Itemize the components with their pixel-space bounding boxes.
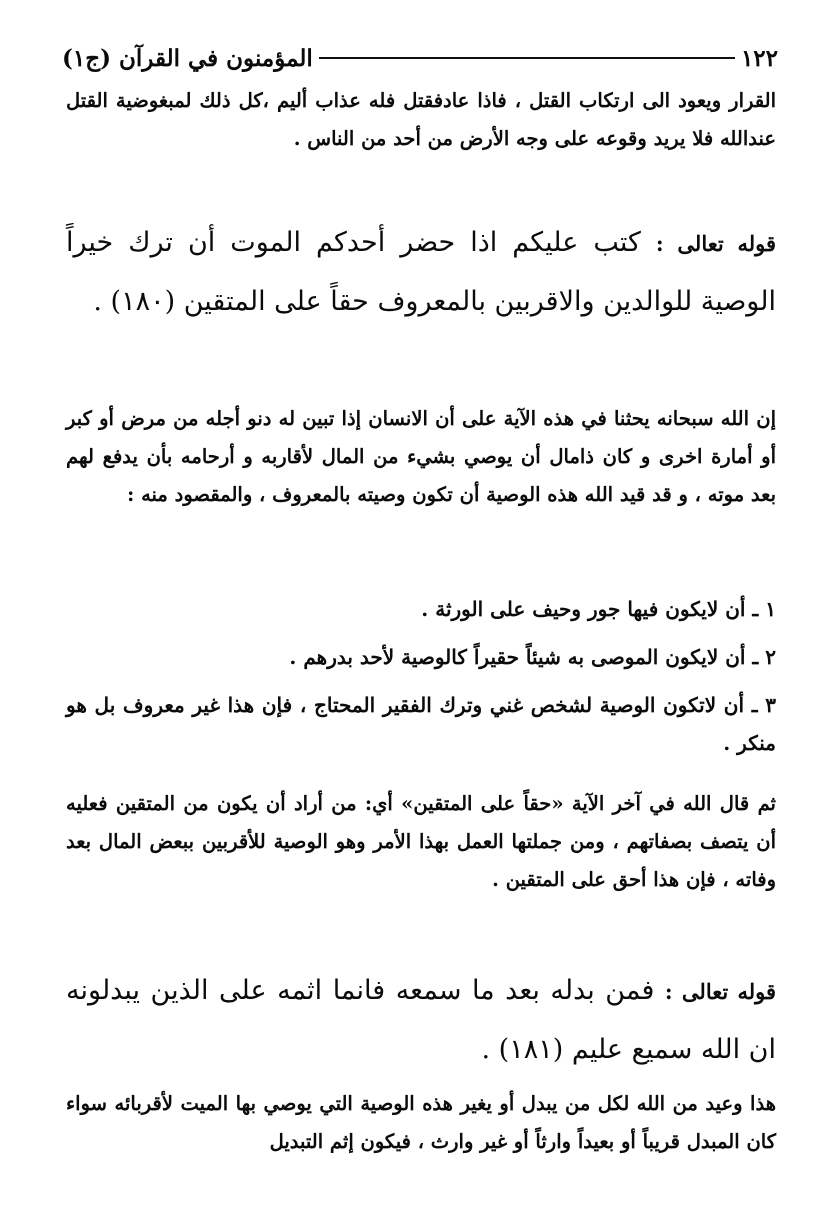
paragraph-text: ثم قال الله في آخر الآية [571,792,776,815]
list-item: ١ ـ أن لايكون فيها جور وحيف على الورثة . [421,597,776,621]
paragraph-commentary: إن الله سبحانه يحثنا في هذه الآية على أن الانسان إذا تبين له دنو أجله من مرض أو كبر أو أمارة اخرى و كان ذامال أن يوصي بشيء من المال لأقاربه و أرحامه بأن يدفع لهم بعد موته ، و قد قيد الله هذه الوصية أن تكون وصيته بالمعروف ، والمقصود منه : [66,407,776,506]
list-item: ٣ ـ أن لاتكون الوصية لشخص غني وترك الفقير المحتاج ، فإن هذا غير معروف بل هو منكر . [66,693,776,755]
list-item: ٢ ـ أن لايكون الموصى به شيئاً حقيراً كالوصية لأحد بدرهم . [289,645,776,669]
header-rule [319,57,735,59]
verse-180 [66,214,776,331]
paragraph-threat: هذا وعيد من الله لكل من يبدل أو يغير هذه الوصية التي يوصي بها الميت لأقربائه سواء كان المبدل قريباً أو بعيداً وارثاً أو غير وارث ، فيكون إثم التبديل [66,1092,776,1153]
page-number: ١٢٢ [740,44,778,72]
verse-lead: قوله تعالى : [655,231,776,256]
quoted-phrase: «حقاً على المتقين» [401,792,564,815]
running-header [62,38,778,78]
paragraph-muttaqin [66,785,776,899]
verse-text: كتب عليكم اذا حضر أحدكم الموت أن ترك خيراً الوصية للوالدين والاقربين بالمعروف حقاً على المتقين (١٨٠) . [66,227,776,317]
paragraph-intro: القرار ويعود الى ارتكاب القتل ، فاذا عادفقتل فله عذاب أليم ،كل ذلك لمبغوضية القتل عندالله فلا يريد وقوعه على وجه الأرض من أحد من الناس . [66,89,776,150]
verse-181 [66,962,776,1079]
verse-lead: قوله تعالى : [664,979,776,1004]
paragraph-text: أي: من أراد أن يكون من المتقين فعليه أن يتصف بصفاتهم ، ومن جملتها العمل بهذا الأمر وهو الوصية للأقربين ببعض المال بعد وفاته ، فإن هذا أحق على المتقين . [66,792,776,891]
verse-text: فمن بدله بعد ما سمعه فانما اثمه على الذين يبدلونه ان الله سميع عليم (١٨١) . [66,975,776,1065]
running-title: المؤمنون في القرآن (ج١) [62,44,313,72]
